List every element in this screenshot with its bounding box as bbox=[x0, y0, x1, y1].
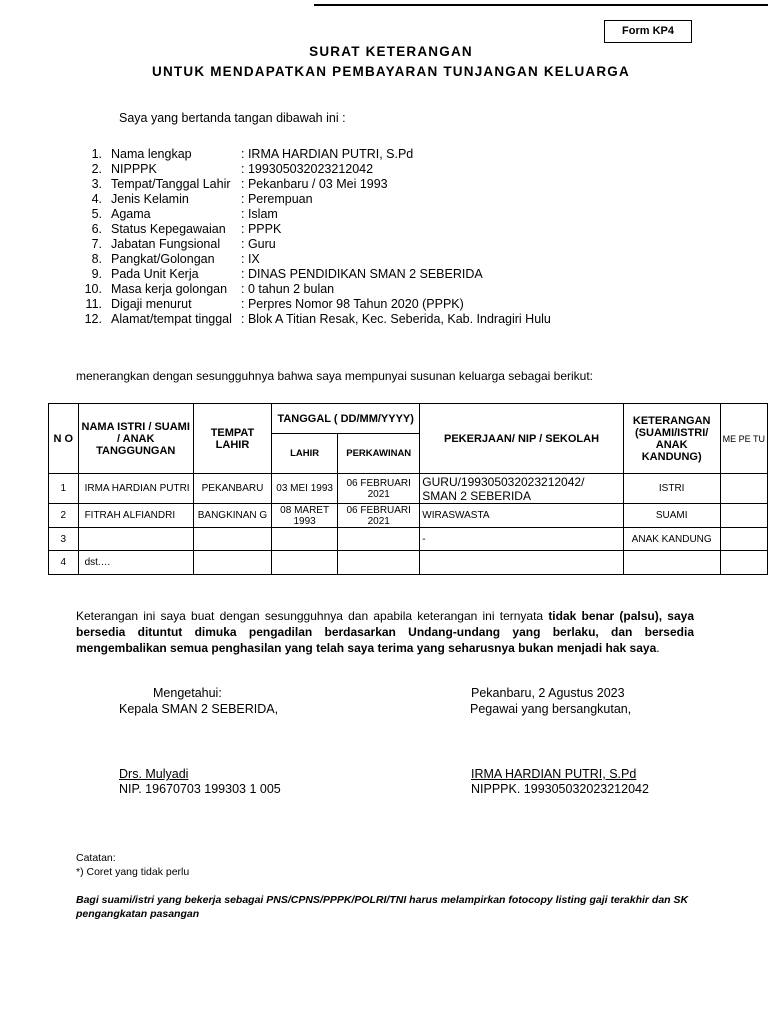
field-value: : Pekanbaru / 03 Mei 1993 bbox=[241, 177, 388, 191]
field-number: 10. bbox=[84, 282, 102, 296]
header-perkawinan: PERKAWINAN bbox=[338, 434, 420, 474]
notes-item: *) Coret yang tidak perlu bbox=[76, 866, 190, 878]
document-title: SURAT KETERANGAN bbox=[309, 44, 473, 59]
left-role: Kepala SMAN 2 SEBERIDA, bbox=[119, 702, 279, 716]
field-value: : IRMA HARDIAN PUTRI, S.Pd bbox=[241, 147, 414, 161]
field-value: : 0 tahun 2 bulan bbox=[241, 282, 335, 296]
left-signer-name: Drs. Mulyadi bbox=[119, 767, 189, 781]
top-rule bbox=[314, 4, 768, 6]
intro-text: Saya yang bertanda tangan dibawah ini : bbox=[119, 111, 346, 125]
field-value: : Perpres Nomor 98 Tahun 2020 (PPPK) bbox=[241, 297, 464, 311]
cell-lahir bbox=[272, 551, 338, 575]
cell-nama: dst.… bbox=[78, 551, 193, 575]
field-label: Nama lengkap bbox=[111, 147, 192, 161]
field-value: : DINAS PENDIDIKAN SMAN 2 SEBERIDA bbox=[241, 267, 483, 281]
cell-nama bbox=[78, 528, 193, 551]
cell-perkawinan: 06 FEBRUARI 2021 bbox=[338, 504, 420, 528]
statement-paragraph bbox=[76, 608, 694, 656]
field-value: : PPPK bbox=[241, 222, 282, 236]
cell-no: 3 bbox=[49, 528, 79, 551]
header-no: N O bbox=[49, 404, 79, 474]
cell-perkawinan: 06 FEBRUARI 2021 bbox=[338, 474, 420, 504]
field-label: Masa kerja golongan bbox=[111, 282, 228, 296]
field-number: 5. bbox=[91, 207, 102, 221]
cell-tempat bbox=[193, 528, 271, 551]
field-number: 11. bbox=[85, 297, 102, 311]
table-row bbox=[49, 551, 768, 575]
table-row bbox=[49, 474, 768, 504]
cell-no: 1 bbox=[49, 474, 79, 504]
field-value: : Perempuan bbox=[241, 192, 313, 206]
statement-bold: tidak benar (palsu), saya bersedia dituntut dimuka pengadilan berdasarkan Undang-undang yang berlaku, dan bersedia mengembalikan semua penghasilan yang telah saya terima yang seharusnya bukan menjadi hak saya bbox=[76, 609, 694, 655]
cell-lahir: 03 MEI 1993 bbox=[272, 474, 338, 504]
field-number: 3. bbox=[91, 177, 102, 191]
field-value: : IX bbox=[241, 252, 260, 266]
header-keterangan: KETERANGAN (SUAMI/ISTRI/ ANAK KANDUNG) bbox=[623, 404, 720, 474]
cell-tempat bbox=[193, 551, 271, 575]
cell-keterangan: ISTRI bbox=[623, 474, 720, 504]
cell-no: 2 bbox=[49, 504, 79, 528]
document-subtitle: UNTUK MENDAPATKAN PEMBAYARAN TUNJANGAN KELUARGA bbox=[152, 64, 630, 79]
cell-no: 4 bbox=[49, 551, 79, 575]
field-value: : Blok A Titian Resak, Kec. Seberida, Kab. Indragiri Hulu bbox=[241, 312, 551, 326]
right-signer-name: IRMA HARDIAN PUTRI, S.Pd bbox=[471, 767, 637, 781]
cell-keterangan: ANAK KANDUNG bbox=[623, 528, 720, 551]
header-tempat-lahir: TEMPAT LAHIR bbox=[193, 404, 271, 474]
cell-extra bbox=[720, 528, 767, 551]
cell-pekerjaan bbox=[420, 551, 623, 575]
cell-perkawinan bbox=[338, 528, 420, 551]
cell-keterangan: SUAMI bbox=[623, 504, 720, 528]
cell-tempat: BANGKINAN G bbox=[193, 504, 271, 528]
field-label: Alamat/tempat tinggal bbox=[111, 312, 232, 326]
cell-pekerjaan: - bbox=[420, 528, 623, 551]
field-label: Jenis Kelamin bbox=[111, 192, 189, 206]
right-role: Pegawai yang bersangkutan, bbox=[470, 702, 632, 716]
header-tanggal: TANGGAL ( DD/MM/YYYY) bbox=[272, 404, 420, 434]
left-heading: Mengetahui: bbox=[153, 686, 222, 700]
field-label: Digaji menurut bbox=[111, 297, 192, 311]
form-code-box: Form KP4 bbox=[604, 20, 692, 43]
field-label: Status Kepegawaian bbox=[111, 222, 226, 236]
field-number: 6. bbox=[91, 222, 102, 236]
field-number: 4. bbox=[91, 192, 102, 206]
cell-keterangan bbox=[623, 551, 720, 575]
right-signer-id: NIPPPK. 199305032023212042 bbox=[471, 782, 649, 796]
field-number: 2. bbox=[91, 162, 102, 176]
field-label: Jabatan Fungsional bbox=[111, 237, 221, 251]
cell-extra bbox=[720, 551, 767, 575]
field-number: 9. bbox=[91, 267, 102, 281]
header-lahir: LAHIR bbox=[272, 434, 338, 474]
table-row bbox=[49, 504, 768, 528]
field-value: : Islam bbox=[241, 207, 278, 221]
header-pekerjaan: PEKERJAAN/ NIP / SEKOLAH bbox=[420, 404, 623, 474]
cell-pekerjaan: WIRASWASTA bbox=[420, 504, 623, 528]
cell-pekerjaan: GURU/199305032023212042/ SMAN 2 SEBERIDA bbox=[420, 474, 623, 504]
family-lead-text: menerangkan dengan sesungguhnya bahwa saya mempunyai susunan keluarga sebagai berikut: bbox=[76, 369, 594, 383]
field-value: : Guru bbox=[241, 237, 276, 251]
statement-part1: Keterangan ini saya buat dengan sesungguhnya dan apabila keterangan ini ternyata bbox=[76, 609, 549, 623]
right-place-date: Pekanbaru, 2 Agustus 2023 bbox=[471, 686, 625, 700]
field-number: 1. bbox=[91, 147, 102, 161]
table-row bbox=[49, 528, 768, 551]
field-label: Agama bbox=[111, 207, 151, 221]
field-number: 7. bbox=[91, 237, 102, 251]
field-number: 8. bbox=[91, 252, 102, 266]
cell-lahir bbox=[272, 528, 338, 551]
cell-nama: FITRAH ALFIANDRI bbox=[78, 504, 193, 528]
family-table bbox=[48, 403, 768, 575]
header-nama: NAMA ISTRI / SUAMI / ANAK TANGGUNGAN bbox=[78, 404, 193, 474]
field-label: NIPPPK bbox=[111, 162, 157, 176]
field-label: Tempat/Tanggal Lahir bbox=[111, 177, 231, 191]
left-signer-id: NIP. 19670703 199303 1 005 bbox=[119, 782, 281, 796]
cell-nama: IRMA HARDIAN PUTRI bbox=[78, 474, 193, 504]
cell-extra bbox=[720, 474, 767, 504]
notes-label: Catatan: bbox=[76, 852, 116, 864]
statement-part3: . bbox=[656, 641, 660, 655]
header-extra-cutoff: ME PE TU bbox=[720, 404, 767, 474]
field-value: : 199305032023212042 bbox=[241, 162, 374, 176]
field-number: 12. bbox=[84, 312, 102, 326]
cell-perkawinan bbox=[338, 551, 420, 575]
cell-extra bbox=[720, 504, 767, 528]
cell-lahir: 08 MARET 1993 bbox=[272, 504, 338, 528]
field-label: Pangkat/Golongan bbox=[111, 252, 215, 266]
field-label: Pada Unit Kerja bbox=[111, 267, 199, 281]
attention-note: Bagi suami/istri yang bekerja sebagai PNS/CPNS/PPPK/POLRI/TNI harus melampirkan fotocopy listing gaji terakhir dan SK pengangkatan pasangan bbox=[76, 894, 689, 920]
cell-tempat: PEKANBARU bbox=[193, 474, 271, 504]
